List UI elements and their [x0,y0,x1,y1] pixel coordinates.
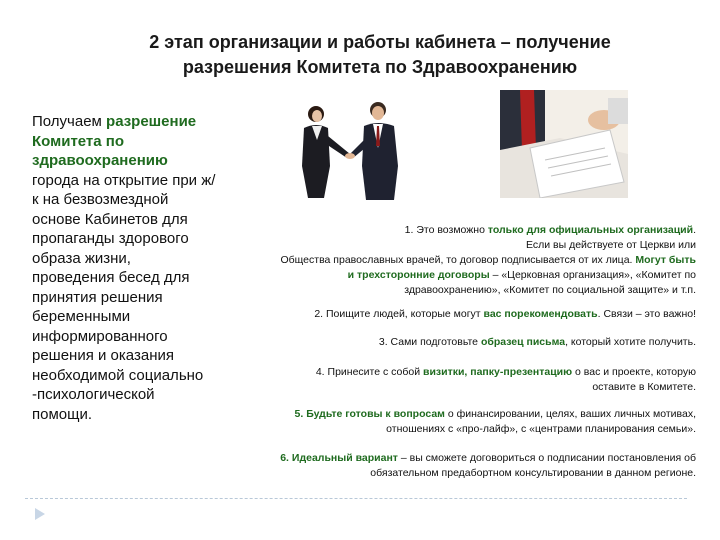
left-intro: Получаем [32,113,107,130]
item-1-t1: . [693,224,696,236]
left-rest: города на открытие при ж/к на безвозмездной основе Кабинетов для пропаганды здорового образа жизни, проведения бесед для принятия решения беременными информированного решения и оказания необходимой социально -психологической помощи. [32,171,216,423]
item-6-t2: обязательном предабортном консультировании в данном регионе. [370,467,696,479]
item-1-hl3: и трехсторонние договоры [347,269,490,281]
item-3 [212,335,696,350]
footer-divider [25,498,687,499]
item-4-t1: 4. Принесите с собой [315,366,423,378]
item-2 [212,307,696,322]
item-3-hl: образец письма [480,336,566,348]
item-5-t1: о финансировании, целях, ваших личных мотивах, [444,408,696,420]
slide-title [90,30,670,80]
title-line-1: 2 этап организации и работы кабинета – получение [149,32,611,52]
documents-photo [500,90,628,198]
item-1-hl1: только для официальных организаций [487,224,694,236]
item-4-hl: визитки, папку-презентацию [422,366,573,378]
left-highlight: разрешение Комитета по здравоохранению [32,113,197,169]
slide-corner-icon [34,507,46,521]
item-1-t5: здравоохранению», «Комитет по социальной защите» и т.п. [404,284,696,296]
item-6-hl: 6. Идеальный вариант [280,452,398,464]
item-3-t1: 3. Сами подготовьте [378,336,481,348]
item-2-t1: 2. Поищите людей, которые могут [314,308,484,320]
item-6-t1: – вы сможете договориться о подписании постановления об [397,452,696,464]
item-3-t2: , который хотите получить. [565,336,696,348]
handshake-photo [290,96,408,200]
item-6 [212,451,696,481]
item-1-hl2: Могут быть [635,254,696,266]
item-1 [212,223,696,298]
item-1-t2: Если вы действуете от Церкви или [526,239,696,251]
left-paragraph [32,112,217,424]
item-5 [212,407,696,437]
title-line-2: разрешения Комитета по Здравоохранению [182,57,578,77]
item-2-t2: . Связи – это важно! [597,308,696,320]
item-1-t3: Общества православных врачей, то договор подписывается от их лица. [280,254,636,266]
item-4-t2: о вас и проекте, которую [572,366,696,378]
item-4-t3: оставите в Комитете. [592,381,696,393]
item-1-num: 1. Это возможно [404,224,488,236]
item-1-t4: – «Церковная организация», «Комитет по [489,269,696,281]
item-5-t2: отношениях с «про-лайф», с «центрами планирования семьи». [386,423,696,435]
item-4 [212,365,696,395]
item-5-hl: 5. Будьте готовы к вопросам [294,408,445,420]
item-2-hl: вас порекомендовать [483,308,598,320]
